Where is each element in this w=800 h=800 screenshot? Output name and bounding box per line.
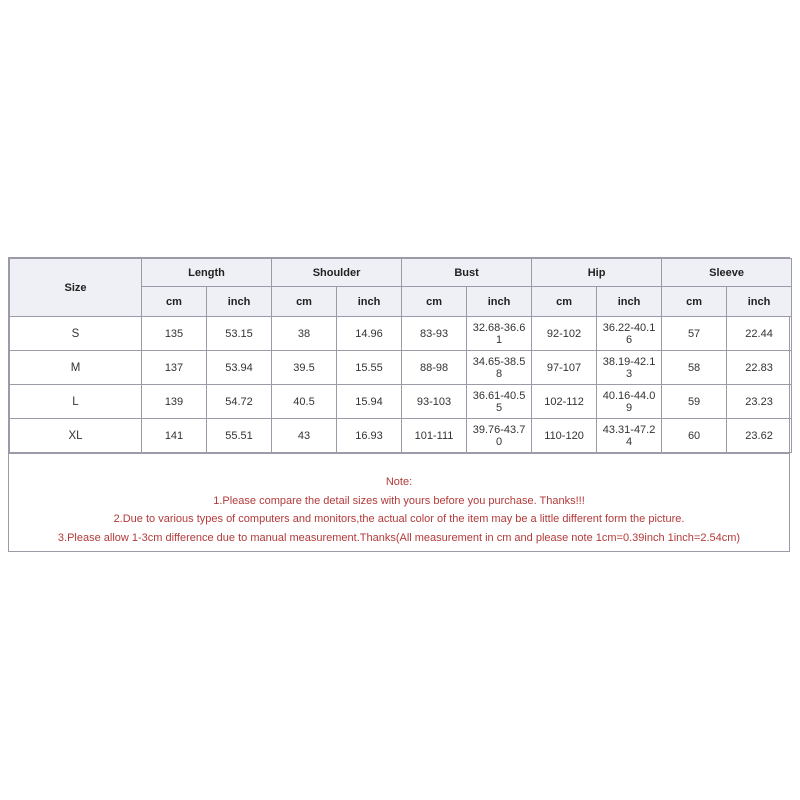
- table-row: [10, 419, 792, 453]
- table-cell: 14.96: [337, 317, 402, 351]
- unit-header: inch: [207, 287, 272, 317]
- size-cell: L: [10, 385, 142, 419]
- table-cell: 38.19-42.13: [597, 351, 662, 385]
- size-cell: M: [10, 351, 142, 385]
- table-cell: 53.15: [207, 317, 272, 351]
- table-cell: 59: [662, 385, 727, 419]
- size-table: [9, 258, 792, 453]
- table-cell: 43: [272, 419, 337, 453]
- table-cell: 88-98: [402, 351, 467, 385]
- note-title: Note:: [385, 476, 413, 488]
- table-cell: 34.65-38.58: [467, 351, 532, 385]
- table-cell: 97-107: [532, 351, 597, 385]
- shoulder-header: Shoulder: [272, 259, 402, 287]
- table-cell: 141: [142, 419, 207, 453]
- table-cell: 60: [662, 419, 727, 453]
- table-cell: 36.22-40.16: [597, 317, 662, 351]
- table-cell: 137: [142, 351, 207, 385]
- table-cell: 43.31-47.24: [597, 419, 662, 453]
- table-cell: 58: [662, 351, 727, 385]
- unit-header: inch: [597, 287, 662, 317]
- unit-header: inch: [727, 287, 792, 317]
- unit-header: cm: [532, 287, 597, 317]
- table-cell: 92-102: [532, 317, 597, 351]
- length-header: Length: [142, 259, 272, 287]
- unit-header: cm: [272, 287, 337, 317]
- table-cell: 40.5: [272, 385, 337, 419]
- table-cell: 54.72: [207, 385, 272, 419]
- table-cell: 55.51: [207, 419, 272, 453]
- table-cell: 93-103: [402, 385, 467, 419]
- table-cell: 23.23: [727, 385, 792, 419]
- table-cell: 39.76-43.70: [467, 419, 532, 453]
- unit-header: inch: [467, 287, 532, 317]
- table-cell: 15.55: [337, 351, 402, 385]
- table-row: [10, 385, 792, 419]
- table-cell: 38: [272, 317, 337, 351]
- table-cell: 57: [662, 317, 727, 351]
- table-row: [10, 351, 792, 385]
- size-cell: XL: [10, 419, 142, 453]
- table-cell: 36.61-40.55: [467, 385, 532, 419]
- table-cell: 102-112: [532, 385, 597, 419]
- table-cell: 110-120: [532, 419, 597, 453]
- table-row: [10, 317, 792, 351]
- note-line: 1.Please compare the detail sizes with yours before you purchase. Thanks!!!: [213, 494, 585, 507]
- header-group-row: [10, 259, 792, 287]
- note-section: [9, 453, 789, 551]
- unit-header: cm: [402, 287, 467, 317]
- unit-header: cm: [142, 287, 207, 317]
- table-cell: 39.5: [272, 351, 337, 385]
- table-cell: 83-93: [402, 317, 467, 351]
- size-chart: [8, 257, 790, 552]
- hip-header: Hip: [532, 259, 662, 287]
- table-cell: 23.62: [727, 419, 792, 453]
- table-cell: 101-111: [402, 419, 467, 453]
- table-cell: 139: [142, 385, 207, 419]
- note-line: 3.Please allow 1-3cm difference due to manual measurement.Thanks(All measurement in cm and please note 1cm=0.39inch 1inch=2.54cm): [57, 531, 741, 544]
- unit-header: cm: [662, 287, 727, 317]
- table-cell: 32.68-36.61: [467, 317, 532, 351]
- table-cell: 53.94: [207, 351, 272, 385]
- sleeve-header: Sleeve: [662, 259, 792, 287]
- table-cell: 22.83: [727, 351, 792, 385]
- table-cell: 40.16-44.09: [597, 385, 662, 419]
- table-cell: 16.93: [337, 419, 402, 453]
- note-line: 2.Due to various types of computers and monitors,the actual color of the item may be a little different form the picture.: [113, 513, 685, 525]
- table-cell: 22.44: [727, 317, 792, 351]
- bust-header: Bust: [402, 259, 532, 287]
- table-cell: 15.94: [337, 385, 402, 419]
- size-header: Size: [10, 259, 142, 317]
- unit-header: inch: [337, 287, 402, 317]
- table-cell: 135: [142, 317, 207, 351]
- size-cell: S: [10, 317, 142, 351]
